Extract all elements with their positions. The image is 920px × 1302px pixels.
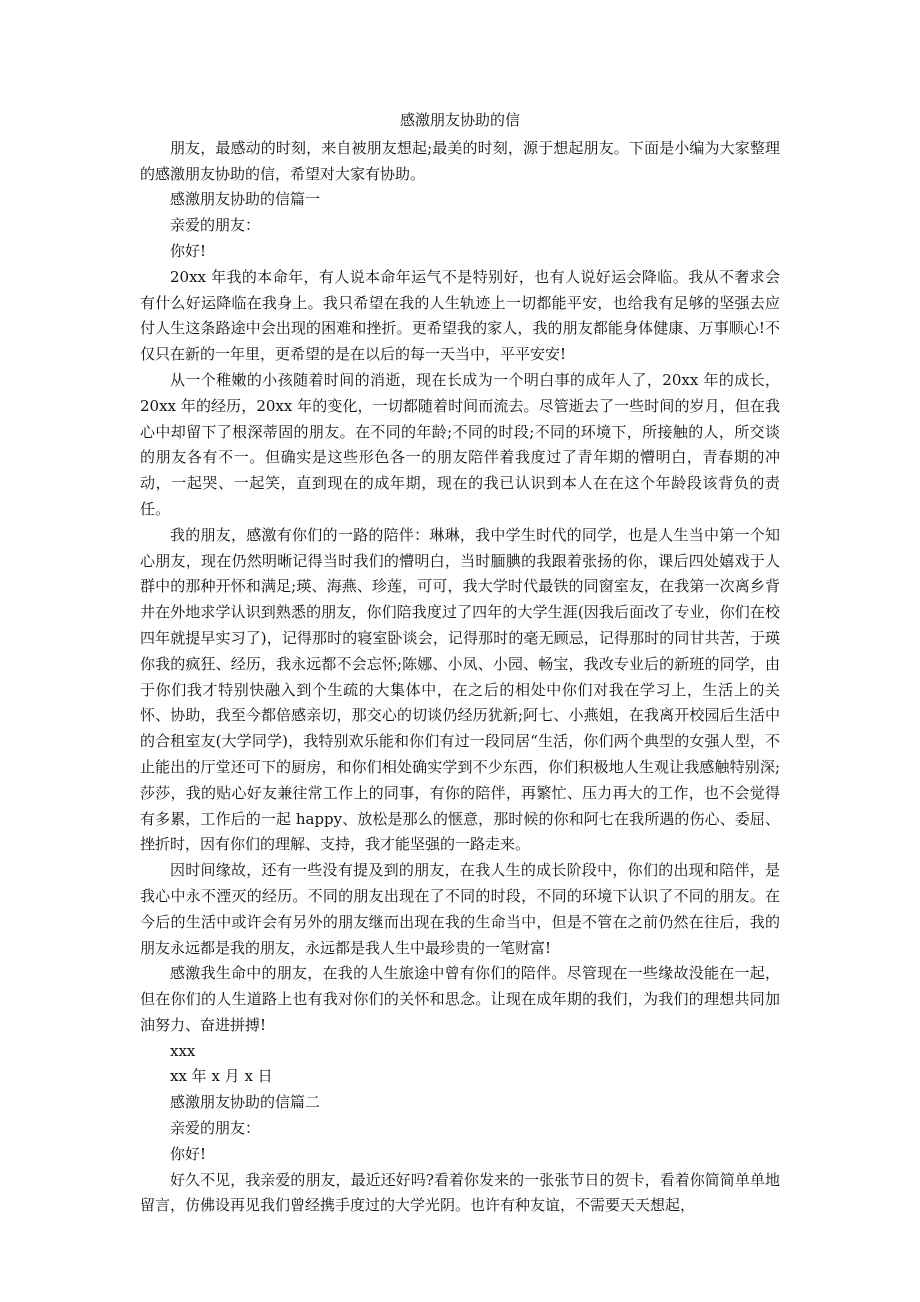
- letter1-salutation: 亲爱的朋友：: [170, 216, 261, 235]
- letter1-signature: xxx: [170, 1041, 196, 1060]
- document-title: 感激朋友协助的信: [399, 111, 520, 129]
- letter2-greeting: 你好!: [170, 1144, 207, 1163]
- letter1-paragraph: 20xx 年我的本命年，有人说本命年运气不是特别好，也有人说好运会降临。我从不奢求会有什么好运降临在我身上。我只希望在我的人生轨迹上一切都能平安，也给我有足够的坚强去应付人生这条路途中会出现的困难和挫折。更希望我的家人，我的朋友都能身体健康、万事顺心!不仅只在新的一年里，更希望的是在以后的每一天当中，平平安安!: [140, 267, 780, 364]
- letter1-paragraph: 感激我生命中的朋友，在我的人生旅途中曾有你们的陪伴。尽管现在一些缘故没能在一起，但在你们的人生道路上也有我对你们的关怀和思念。让现在成年期的我们，为我们的理想共同加油努力、奋进拼搏!: [140, 964, 780, 1034]
- letter1-heading: 感激朋友协助的信篇一: [170, 190, 321, 209]
- intro-paragraph: 朋友，最感动的时刻，来自被朋友想起;最美的时刻，源于想起朋友。下面是小编为大家整理的感激朋友协助的信，希望对大家有协助。: [140, 138, 780, 183]
- letter2-salutation: 亲爱的朋友：: [170, 1119, 261, 1138]
- letter2-paragraph: 好久不见，我亲爱的朋友，最近还好吗?看着你发来的一张张节日的贺卡，看着你简简单单地留言，仿佛设再见我们曾经携手度过的大学光阴。也许有种友谊，不需要天天想起，: [140, 1170, 780, 1215]
- letter1-greeting: 你好!: [170, 241, 207, 260]
- letter1-paragraph: 从一个稚嫩的小孩随着时间的消逝，现在长成为一个明白事的成年人了，20xx 年的成长，20xx 年的经历，20xx 年的变化，一切都随着时间而流去。尽管逝去了一些时间的岁月，但在我心中却留下了根深蒂固的朋友。在不同的年龄;不同的时段;不同的环境下，所接触的人，所交谈的朋友各有不一。但确实是这些形色各一的朋友陪伴着我度过了青年期的懵明白，青春期的冲动，一起哭、一起笑，直到现在的成年期，现在的我已认识到本人在在这个年龄段该背负的责任。: [140, 370, 780, 518]
- letter1-paragraph: 我的朋友，感激有你们的一路的陪伴：琳琳，我中学生时代的同学，也是人生当中第一个知心朋友，现在仍然明晰记得当时我们的懵明白，当时腼腆的我跟着张扬的你，课后四处嬉戏于人群中的那种开怀和满足;瑛、海燕、珍莲，可可，我大学时代最铁的同窗室友，在我第一次离乡背井在外地求学认识到熟悉的朋友，你们陪我度过了四年的大学生涯(因我后面改了专业，你们在校四年就提早实习了)，记得那时的寝室卧谈会，记得那时的毫无顾忌，记得那时的同甘共苦，于瑛你我的疯狂、经历，我永远都不会忘怀;陈娜、小凤、小园、畅宝，我改专业后的新班的同学，由于你们我才特别快融入到个生疏的大集体中，在之后的相处中你们对我在学习上，生活上的关怀、协助，我至今都倍感亲切，那交心的切谈仍经历犹新;阿七、小燕姐，在我离开校园后生活中的合租室友(大学同学)，我特别欢乐能和你们有过一段同居“生活，你们两个典型的女强人型，不止能出的厅堂还可下的厨房，和你们相处确实学到不少东西，你们积极地人生观让我感触特别深;莎莎，我的贴心好友兼往常工作上的同事，有你的陪伴，再繁忙、压力再大的工作，也不会觉得有多累，工作后的一起 happy、放松是那么的惬意，那时候的你和阿七在我所遇的伤心、委屈、挫折时，因有你们的理解、支持，我才能坚强的一路走来。: [140, 525, 780, 854]
- letter2-heading: 感激朋友协助的信篇二: [170, 1093, 321, 1112]
- document-body: [140, 108, 780, 1219]
- letter1-date: xx 年 x 月 x 日: [170, 1067, 273, 1086]
- letter1-paragraph: 因时间缘故，还有一些没有提及到的朋友，在我人生的成长阶段中，你们的出现和陪伴，是我心中永不湮灭的经历。不同的朋友出现在了不同的时段，不同的环境下认识了不同的朋友。在今后的生活中或许会有另外的朋友继而出现在我的生命当中，但是不管在之前仍然在往后，我的朋友永远都是我的朋友，永远都是我人生中最珍贵的一笔财富!: [140, 861, 780, 957]
